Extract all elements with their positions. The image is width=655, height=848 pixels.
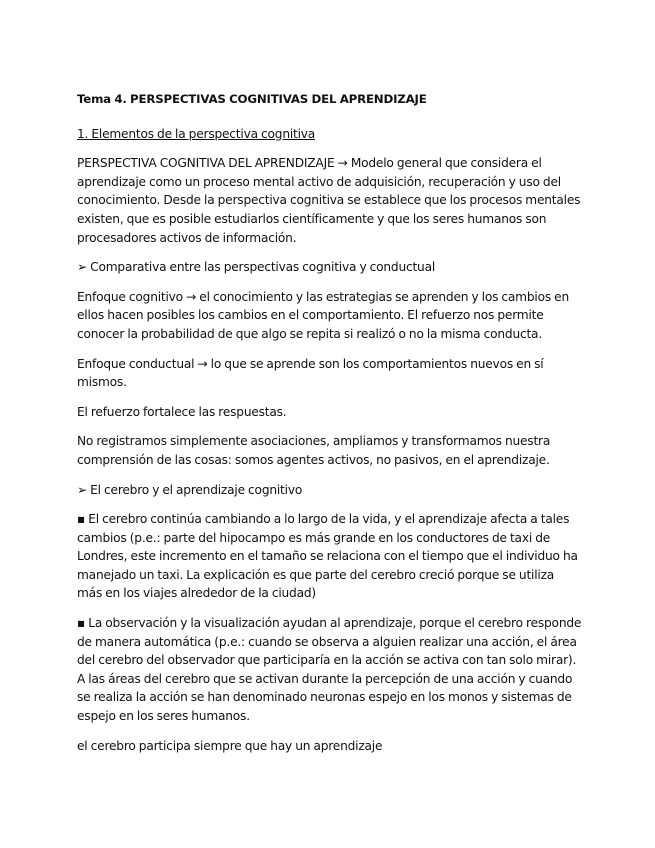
paragraph-definition: PERSPECTIVA COGNITIVA DEL APRENDIZAJE → Modelo general que considera el aprendizaje como un proceso mental activo de adquisición, recuperación y uso del conocimiento. Desde la perspectiva cognitiva se establece que los procesos mentales existen, que es posible estudiarlos científicamente y que los seres humanos son procesadores activos de información. bbox=[77, 156, 581, 245]
document-title: Tema 4. PERSPECTIVAS COGNITIVAS DEL APRENDIZAJE bbox=[77, 92, 427, 106]
paragraph-enfoque-conductual: Enfoque conductual → lo que se aprende son los comportamientos nuevos en sí mismos. bbox=[77, 356, 544, 390]
paragraph-enfoque-cognitivo: Enfoque cognitivo → el conocimiento y las estrategias se aprenden y los cambios en ellos hacen posibles los cambios en el comportamiento. El refuerzo nos permite conocer la probabilidad de que algo se repita si realizó o no la misma conducta. bbox=[77, 289, 569, 341]
paragraph-conclusion: el cerebro participa siempre que hay un aprendizaje bbox=[77, 738, 383, 753]
arrow-item-cerebro: ➢ El cerebro y el aprendizaje cognitivo bbox=[77, 482, 303, 497]
section-heading-1: 1. Elementos de la perspectiva cognitiva bbox=[77, 126, 316, 141]
bullet-paragraph-hipocampo: ▪ El cerebro continúa cambiando a lo largo de la vida, y el aprendizaje afecta a tales cambios (p.e.: parte del hipocampo es más grande en los conductores de taxi de Londres, este incremento en el tamaño se relaciona con el tiempo que el individuo ha manejado un taxi. La explicación es que parte del cerebro creció porque se utiliza más en los viajes alrededor de la ciudad) bbox=[77, 512, 578, 601]
document-page bbox=[77, 90, 582, 755]
bullet-paragraph-neuronas-espejo: ▪ La observación y la visualización ayudan al aprendizaje, porque el cerebro responde de manera automática (p.e.: cuando se observa a alguien realizar una acción, el área del cerebro del observador que participaría en la acción se activa con tan solo mirar). A las áreas del cerebro que se activan durante la percepción de una acción y cuando se realiza la acción se han denominado neuronas espejo en los monos y sistemas de espejo en los seres humanos. bbox=[77, 616, 582, 724]
paragraph-refuerzo: El refuerzo fortalece las respuestas. bbox=[77, 404, 287, 419]
paragraph-agentes-activos: No registramos simplemente asociaciones, ampliamos y transformamos nuestra comprensión de las cosas: somos agentes activos, no pasivos, en el aprendizaje. bbox=[77, 434, 551, 467]
arrow-item-comparativa: ➢ Comparativa entre las perspectivas cognitiva y conductual bbox=[77, 260, 436, 275]
